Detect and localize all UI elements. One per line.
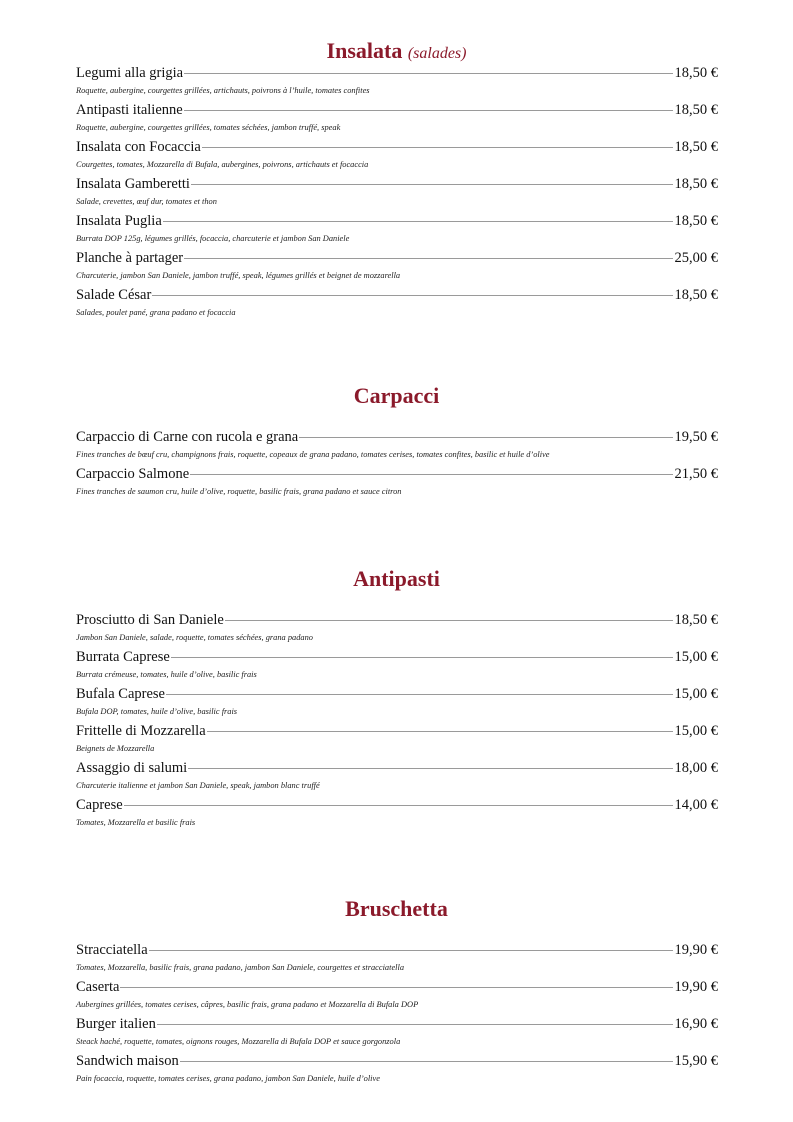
- item-description: Burrata crémeuse, tomates, huile d’olive, basilic frais: [76, 670, 257, 679]
- item-description: Roquette, aubergine, courgettes grillées, tomates séchées, jambon truffé, speak: [76, 123, 341, 132]
- item-price: 19,90 €: [674, 979, 718, 995]
- leader-line: [120, 987, 672, 988]
- menu-item: [76, 760, 718, 797]
- item-name: Caserta: [76, 979, 120, 995]
- item-name: Burrata Caprese: [76, 649, 170, 665]
- item-name: Insalata con Focaccia: [76, 139, 201, 155]
- leader-line: [124, 805, 673, 806]
- menu-item: [76, 429, 718, 466]
- menu-item: [76, 942, 718, 979]
- item-description: Jambon San Daniele, salade, roquette, tomates séchées, grana padano: [76, 633, 313, 642]
- leader-line: [225, 620, 673, 621]
- item-name: Assaggio di salumi: [76, 760, 188, 776]
- section-insalata: [0, 38, 793, 317]
- menu-item: [76, 797, 718, 834]
- item-description: Courgettes, tomates, Mozzarella di Bufala, aubergines, poivrons, artichauts et focaccia: [76, 160, 369, 169]
- leader-line: [149, 950, 673, 951]
- menu-item: [76, 1053, 718, 1090]
- section-carpacci: [0, 383, 793, 496]
- item-price: 18,50 €: [674, 176, 718, 192]
- item-price: 15,00 €: [674, 686, 718, 702]
- item-description: Roquette, aubergine, courgettes grillées, artichauts, poivrons à l’huile, tomates confites: [76, 86, 370, 95]
- leader-line: [163, 221, 673, 222]
- item-price: 19,50 €: [674, 429, 718, 445]
- menu-item: [76, 250, 718, 287]
- item-description: Fines tranches de saumon cru, huile d’olive, roquette, basilic frais, grana padano et sauce citron: [76, 487, 402, 496]
- item-description: Aubergines grillées, tomates cerises, câpres, basilic frais, grana padano et Mozzarella di Bufala DOP: [76, 1000, 419, 1009]
- item-price: 18,50 €: [674, 287, 718, 303]
- leader-line: [191, 184, 673, 185]
- leader-line: [184, 73, 672, 74]
- menu-item: [76, 686, 718, 723]
- menu-item: [76, 176, 718, 213]
- item-price: 18,50 €: [674, 102, 718, 118]
- section-subtitle: (salades): [407, 45, 467, 62]
- item-description: Steack haché, roquette, tomates, oignons rouges, Mozzarella di Bufala DOP et sauce gorgonzola: [76, 1037, 401, 1046]
- menu-item: [76, 723, 718, 760]
- item-name: Burger italien: [76, 1016, 156, 1032]
- section-title-text: Insalata: [326, 38, 403, 63]
- leader-line: [188, 768, 672, 769]
- item-price: 14,00 €: [674, 797, 718, 813]
- item-description: Beignets de Mozzarella: [76, 744, 155, 753]
- item-name: Caprese: [76, 797, 123, 813]
- item-name: Sandwich maison: [76, 1053, 179, 1069]
- item-price: 25,00 €: [674, 250, 718, 266]
- leader-line: [207, 731, 673, 732]
- leader-line: [152, 295, 672, 296]
- item-name: Stracciatella: [76, 942, 148, 958]
- item-price: 18,50 €: [674, 65, 718, 81]
- leader-line: [157, 1024, 673, 1025]
- leader-line: [202, 147, 673, 148]
- menu-list: [76, 429, 718, 503]
- item-name: Insalata Gamberetti: [76, 176, 190, 192]
- item-price: 16,90 €: [674, 1016, 718, 1032]
- item-description: Pain focaccia, roquette, tomates cerises, grana padano, jambon San Daniele, huile d’olive: [76, 1074, 380, 1083]
- item-price: 15,00 €: [674, 649, 718, 665]
- item-price: 15,90 €: [674, 1053, 718, 1069]
- item-price: 18,50 €: [674, 612, 718, 628]
- item-name: Bufala Caprese: [76, 686, 165, 702]
- item-price: 18,50 €: [674, 213, 718, 229]
- item-description: Fines tranches de bœuf cru, champignons frais, roquette, copeaux de grana padano, tomates cerises, tomates confites, basilic et huile d’olive: [76, 450, 550, 459]
- menu-item: [76, 649, 718, 686]
- section-title: [0, 566, 793, 592]
- menu-item: [76, 287, 718, 324]
- item-name: Prosciutto di San Daniele: [76, 612, 224, 628]
- menu-item: [76, 213, 718, 250]
- section-title-text: Bruschetta: [345, 896, 448, 921]
- menu-item: [76, 1016, 718, 1053]
- item-description: Salade, crevettes, œuf dur, tomates et thon: [76, 197, 217, 206]
- item-name: Carpaccio di Carne con rucola e grana: [76, 429, 299, 445]
- menu-item: [76, 65, 718, 102]
- item-description: Charcuterie italienne et jambon San Daniele, speak, jambon blanc truffé: [76, 781, 320, 790]
- item-name: Legumi alla grigia: [76, 65, 184, 81]
- item-name: Antipasti italienne: [76, 102, 183, 118]
- item-description: Tomates, Mozzarella, basilic frais, grana padano, jambon San Daniele, courgettes et stracciatella: [76, 963, 405, 972]
- leader-line: [184, 110, 673, 111]
- item-description: Charcuterie, jambon San Daniele, jambon truffé, speak, légumes grillés et beignet de mozzarella: [76, 271, 401, 280]
- leader-line: [299, 437, 672, 438]
- item-description: Salades, poulet pané, grana padano et focaccia: [76, 308, 236, 317]
- leader-line: [166, 694, 673, 695]
- item-name: Carpaccio Salmone: [76, 466, 190, 482]
- section-title: [0, 38, 793, 67]
- menu-item: [76, 466, 718, 503]
- item-description: Bufala DOP, tomates, huile d’olive, basilic frais: [76, 707, 238, 716]
- item-price: 21,50 €: [674, 466, 718, 482]
- leader-line: [180, 1061, 673, 1062]
- item-name: Salade César: [76, 287, 152, 303]
- menu-item: [76, 612, 718, 649]
- section-title: [0, 896, 793, 922]
- item-name: Frittelle di Mozzarella: [76, 723, 206, 739]
- item-price: 18,00 €: [674, 760, 718, 776]
- item-price: 18,50 €: [674, 139, 718, 155]
- section-bruschetta: [0, 896, 793, 1083]
- item-description: Tomates, Mozzarella et basilic frais: [76, 818, 196, 827]
- menu-item: [76, 102, 718, 139]
- section-title-text: Antipasti: [353, 566, 440, 591]
- menu-list: [76, 65, 718, 324]
- item-price: 15,00 €: [674, 723, 718, 739]
- leader-line: [171, 657, 673, 658]
- leader-line: [190, 474, 672, 475]
- item-name: Planche à partager: [76, 250, 184, 266]
- item-price: 19,90 €: [674, 942, 718, 958]
- leader-line: [184, 258, 672, 259]
- section-antipasti: [0, 566, 793, 827]
- item-name: Insalata Puglia: [76, 213, 162, 229]
- item-description: Burrata DOP 125g, légumes grillés, focaccia, charcuterie et jambon San Daniele: [76, 234, 350, 243]
- menu-list: [76, 942, 718, 1090]
- menu-item: [76, 979, 718, 1016]
- section-title: [0, 383, 793, 409]
- menu-item: [76, 139, 718, 176]
- menu-list: [76, 612, 718, 834]
- section-title-text: Carpacci: [353, 383, 440, 408]
